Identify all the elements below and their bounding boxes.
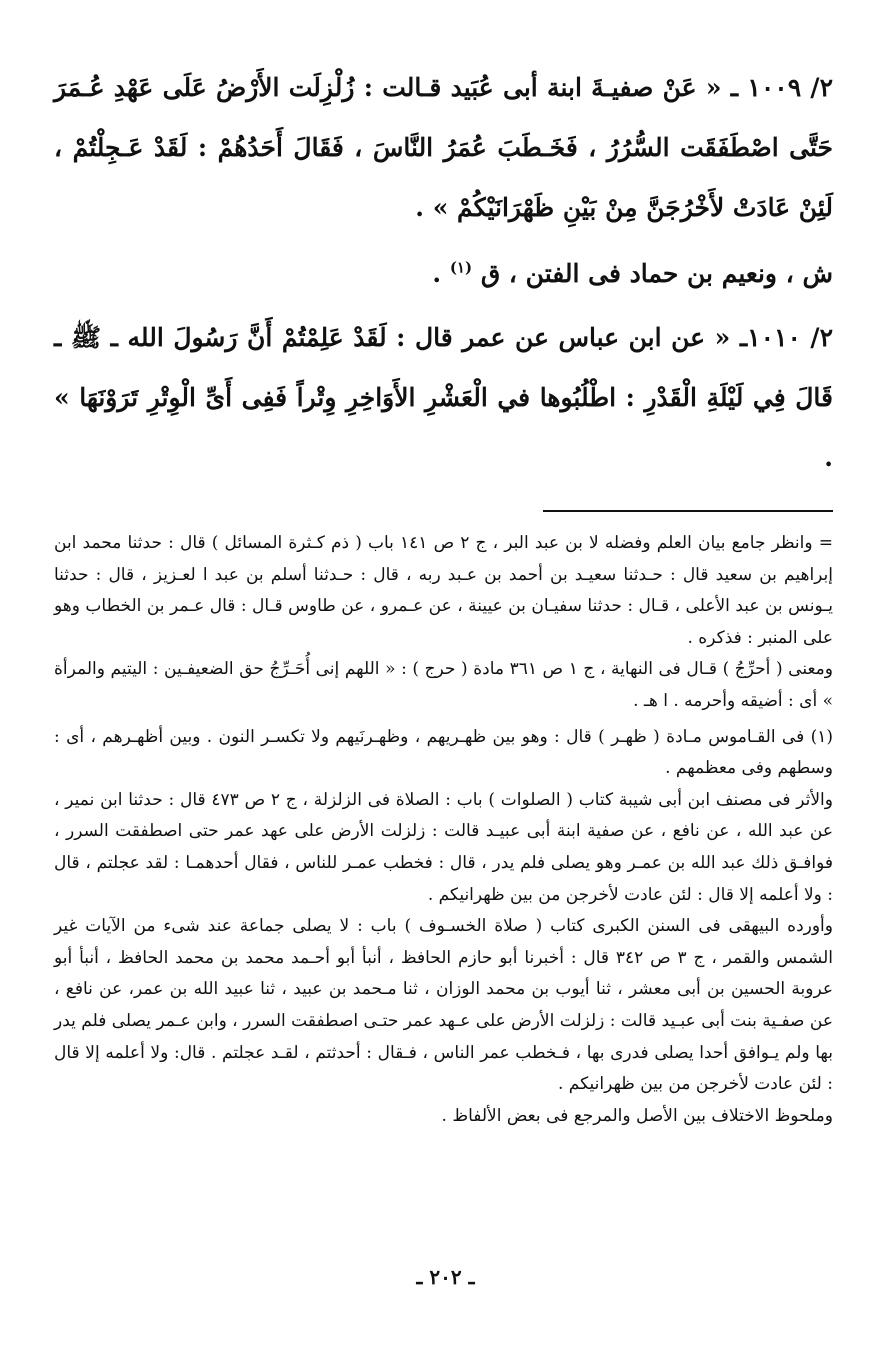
footnote-divider — [543, 510, 833, 512]
page-number: ـ ٢٠٢ ـ — [416, 1265, 475, 1289]
footnote-divider-wrap — [54, 488, 833, 528]
footnote-1: (١) فى القـاموس مـادة ( ظهـر ) قال : وهو بين ظهـريهم ، وظهـرنَيهم ولا تكسـر النون . وبين أظهـرهم ، أى : وسطهم وفى معظمهم . — [54, 726, 833, 779]
footnote-ref-1: (١) — [449, 258, 473, 277]
footnote-remark: وملحوظ الاختلاف بين الأصل والمرجع فى بعض الألفاظ . — [441, 1105, 833, 1126]
hadith-1010: ٢/ ١٠١٠ـ « عن ابن عباس عن عمر قال : لَقَدْ عَلِمْتُمْ أَنَّ رَسُولَ الله ـ ﷺ ـ قَالَ فِي لَيْلَةِ الْقَدْرِ : اطْلُبُوها في الْعَشْرِ الأَوَاخِرِ وِتْراً فَفِى أَىِّ الْوِتْرِ تَرَوْنَهَا » . — [54, 323, 834, 472]
source-citation-text: ش ، ونعيم بن حماد فى الفتن ، ق — [480, 259, 833, 288]
source-citation — [54, 244, 833, 304]
footnote-continuation: = وانظر جامع بيان العلم وفضله لا بن عبد البر ، ج ٢ ص ١٤١ باب ( ذم كـثرة المسائل ) قال : حدثنا محمد ابن إبراهيم بن سعيد قال : حـدثنا سعيـد بن أحمد بن عـبد ربه ، قال : حـدثنا أسلم بن عبد ا لعـزيز ، قال : حدثنا يـونس بن عبد الأعلى ، قـال : حدثنا سفيـان بن عيينة ، عن عـمرو ، عن طاوس قـال : قال عـمر بن الخطاب وهو على المنبر : فذكره . — [54, 533, 833, 648]
document-page — [54, 58, 833, 1132]
footnotes-block — [54, 528, 833, 1132]
source-citation-end: . — [432, 259, 450, 288]
main-text-block — [54, 58, 833, 488]
footnote-meaning: ومعنى ( أحرِّجُ ) قـال فى النهاية ، ج ١ ص ٣٦١ مادة ( حرج ) : « اللهم إنى أُحَـرِّجُ حق الضعيفـين : اليتيم والمرأة » أى : أضيقه وأحرمه . ا هـ . — [54, 659, 833, 711]
footnote-bayhaqi: وأورده البيهقى فى السنن الكبرى كتاب ( صلاة الخسـوف ) باب : لا يصلى جماعة عند شىء من الآيات غير الشمس والقمر ، ج ٣ ص ٣٤٢ قال : أخبرنا أبو حازم الحافظ ، أنبأ أبو أحـمد محمد بن محمد الحافظ ، أنبأ أبو عروبة الحسين بن أبى معشر ، ثنا أيوب بن محمد الوزان ، ثنا مـحمد بن عبيد ، ثنا عبيد الله بن عمر، عن نافع ، عن صفـية بنت أبى عبـيد قالت : زلزلت الأرض على عـهد عمر حتـى اصطفقت السرر ، وابن عـمر يصلى فلم يدر بها ولم يـوافق أحدا يصلى فدرى بها ، فـخطب عمر الناس ، فـقال : أحدثتم ، لقـد عجلتم . قال: ولا أعلمه إلا قال : لئن عادت لأخرجن من بين ظهرانيكم . — [54, 916, 833, 1095]
hadith-1009: ٢/ ١٠٠٩ ـ « عَنْ صفيـةَ ابنة أبى عُبَيد قـالت : زُلْزِلَت الأَرْضُ عَلَى عَهْدِ عُـمَرَ حَتَّى اصْطَفَقَت السُّرُرُ ، فَخَـطَبَ عُمَرُ النَّاسَ ، فَقَالَ أَحَدُهُمْ : لَقَدْ عَـجِلْتُمْ ، لَئِنْ عَادَتْ لأَخْرُجَنَّ مِنْ بَيْنِ ظَهْرَانَيْكُمْ » . — [54, 73, 833, 222]
footnote-ibn-abi-shaybah: والأثر فى مصنف ابن أبى شيبة كتاب ( الصلوات ) باب : الصلاة فى الزلزلة ، ج ٢ ص ٤٧٣ قال : حدثنا ابن نمير ، عن عبد الله ، عن نافع ، عن صفية ابنة أبى عبيـد قالت : زلزلت الأرض على عهد عمر حتى اصطفقت السرر ، فوافـق ذلك عبد الله بن عمـر وهو يصلى فلم يدر ، قال : فخطب عمـر للناس ، فقال أحدهمـا : لقد عجلتم ، قال : ولا أعلمه إلا قال : لئن عادت لأخرجن من بين ظهرانيكم . — [54, 789, 833, 905]
